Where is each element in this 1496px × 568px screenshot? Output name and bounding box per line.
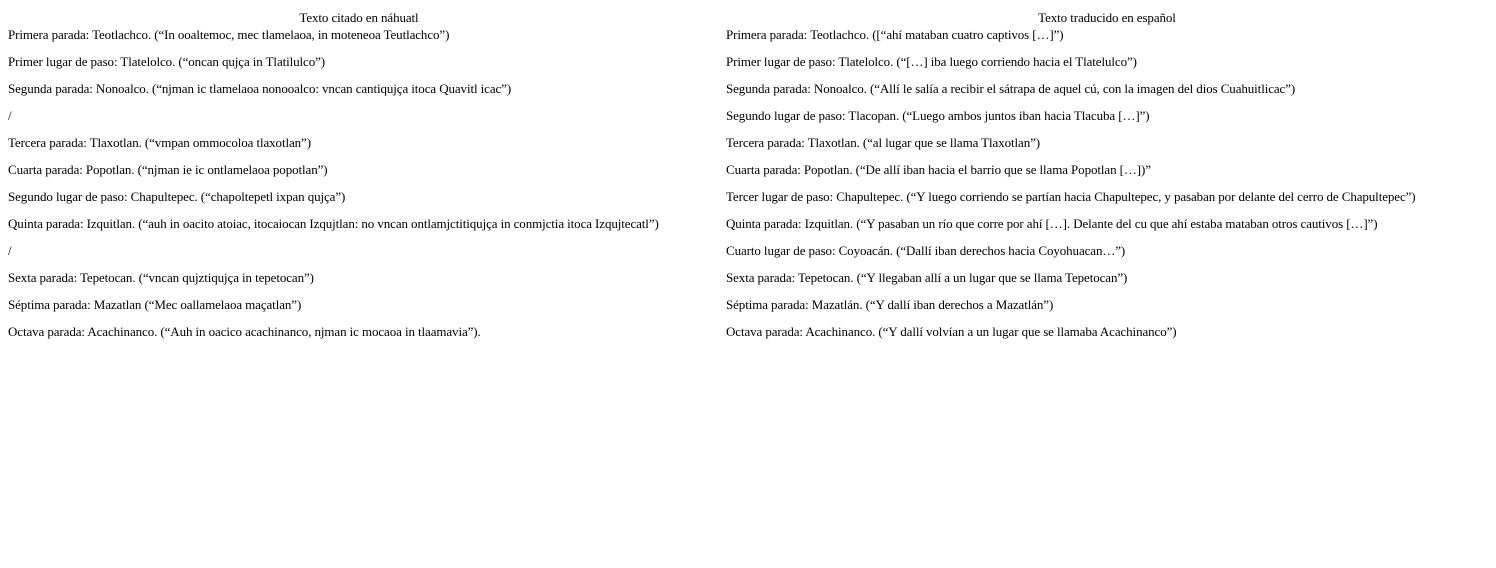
table-row	[0, 81, 1496, 108]
table-row	[0, 27, 1496, 54]
cell-espanol: Cuarta parada: Popotlan. (“De allí iban hacia el barrio que se llama Popotlan […])”	[726, 162, 1151, 177]
cell-nahuatl: Sexta parada: Tepetocan. (“vncan qujztiqujça in tepetocan”)	[8, 270, 314, 285]
cell-nahuatl: Tercera parada: Tlaxotlan. (“vmpan ommocoloa tlaxotlan”)	[8, 135, 311, 150]
cell-espanol: Segundo lugar de paso: Tlacopan. (“Luego ambos juntos iban hacia Tlacuba […]”)	[726, 108, 1150, 123]
cell-espanol: Primer lugar de paso: Tlatelolco. (“[…] iba luego corriendo hacia el Tlatelulco”)	[726, 54, 1137, 69]
cell-nahuatl: Segundo lugar de paso: Chapultepec. (“chapoltepetl ixpan qujça”)	[8, 189, 346, 204]
cell-nahuatl: Primera parada: Teotlachco. (“In ooaltemoc, mec tlamelaoa, in moteneoa Teutlachco”)	[8, 27, 450, 42]
table-row	[0, 216, 1496, 243]
cell-espanol: Quinta parada: Izquitlan. (“Y pasaban un río que corre por ahí […]. Delante del cu que ahí estaba mataban otros cautivos […]”)	[726, 216, 1378, 231]
table-row	[0, 108, 1496, 135]
cell-nahuatl: Séptima parada: Mazatlan (“Mec oallamelaoa maçatlan”)	[8, 297, 302, 312]
table-row	[0, 324, 1496, 351]
table-row	[0, 135, 1496, 162]
table-row	[0, 54, 1496, 81]
cell-espanol: Cuarto lugar de paso: Coyoacán. (“Dallí iban derechos hacia Coyohuacan…”)	[726, 243, 1126, 258]
header-nahuatl: Texto citado en náhuatl	[299, 10, 419, 25]
table-row	[0, 270, 1496, 297]
table-row	[0, 162, 1496, 189]
cell-espanol: Primera parada: Teotlachco. ([“ahí mataban cuatro captivos […]”)	[726, 27, 1064, 42]
table-row	[0, 297, 1496, 324]
cell-nahuatl: Primer lugar de paso: Tlatelolco. (“oncan qujça in Tlatilulco”)	[8, 54, 326, 69]
cell-nahuatl: Segunda parada: Nonoalco. (“njman ic tlamelaoa nonooalco: vncan cantiqujça itoca Quavitl icac”)	[8, 81, 512, 96]
cell-nahuatl: Cuarta parada: Popotlan. (“njman ie ic ontlamelaoa popotlan”)	[8, 162, 328, 177]
cell-espanol: Tercer lugar de paso: Chapultepec. (“Y luego corriendo se partían hacia Chapultepec, y pasaban por delante del cerro de Chapultepec”)	[726, 189, 1416, 204]
cell-nahuatl: Quinta parada: Izquitlan. (“auh in oacito atoiac, itocaiocan Izqujtlan: no vncan ontlamjctitiqujça in conmjctia itoca Izqujtecatl”)	[8, 216, 659, 231]
cell-espanol: Séptima parada: Mazatlán. (“Y dallí iban derechos a Mazatlán”)	[726, 297, 1054, 312]
header-espanol: Texto traducido en español	[1038, 10, 1176, 25]
cell-nahuatl: /	[8, 108, 12, 123]
cell-espanol: Segunda parada: Nonoalco. (“Allí le salía a recibir el sátrapa de aquel cú, con la imagen del dios Cuahuitlicac”)	[726, 81, 1296, 96]
cell-espanol: Octava parada: Acachinanco. (“Y dallí volvían a un lugar que se llamaba Acachinanco”)	[726, 324, 1177, 339]
table-row	[0, 243, 1496, 270]
cell-nahuatl: Octava parada: Acachinanco. (“Auh in oacico acachinanco, njman ic mocaoa in tlaamavia”).	[8, 324, 481, 339]
table-row	[0, 189, 1496, 216]
cell-espanol: Sexta parada: Tepetocan. (“Y llegaban allí a un lugar que se llama Tepetocan”)	[726, 270, 1128, 285]
cell-espanol: Tercera parada: Tlaxotlan. (“al lugar que se llama Tlaxotlan”)	[726, 135, 1041, 150]
table-header-row	[0, 0, 1496, 27]
cell-nahuatl: /	[8, 243, 12, 258]
